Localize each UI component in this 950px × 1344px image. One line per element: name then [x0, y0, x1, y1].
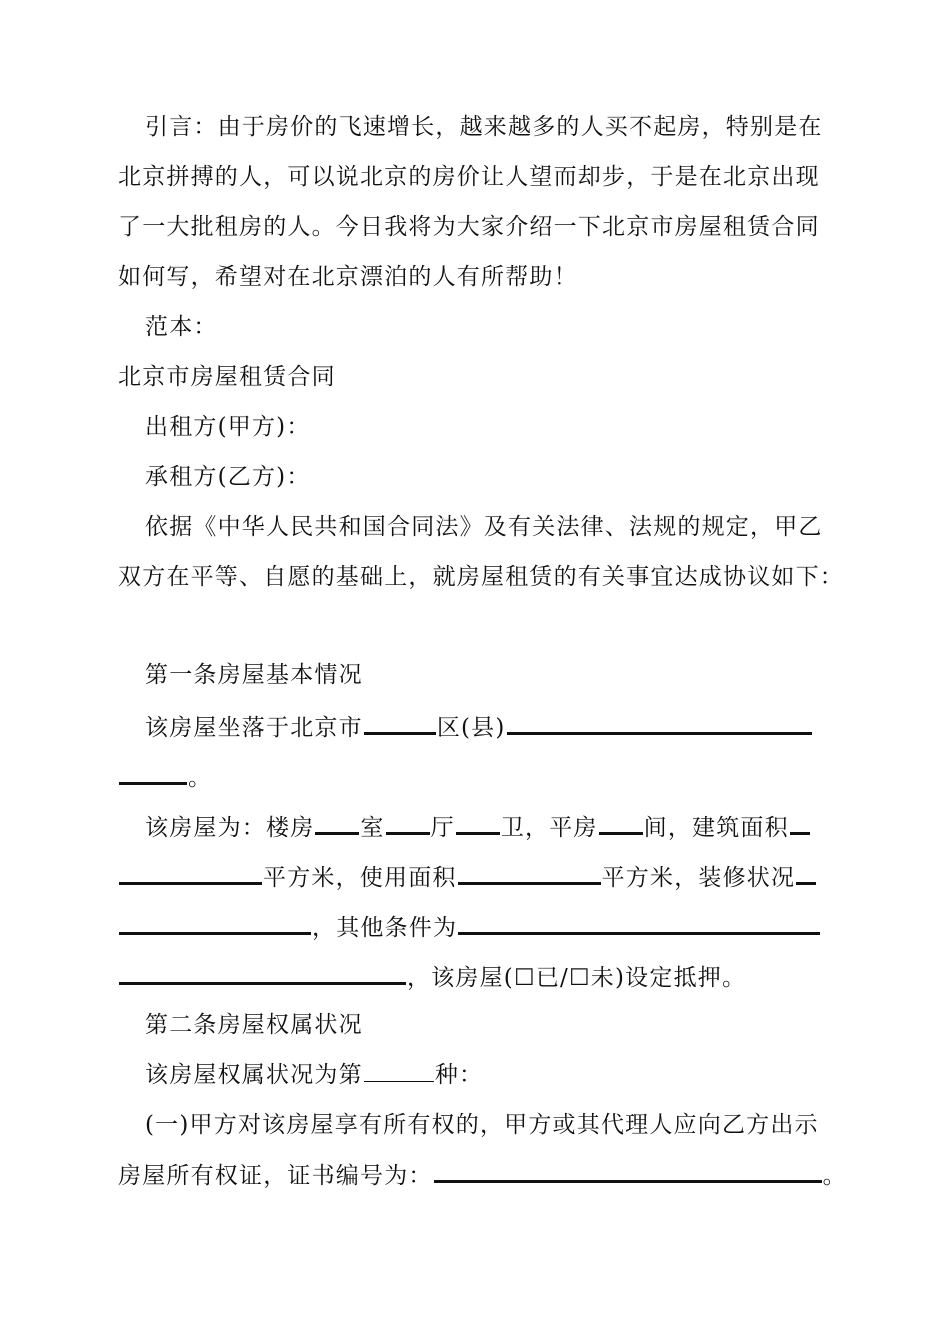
decoration-blank-cont [119, 912, 311, 935]
item-1-line-1: (一)甲方对该房屋享有所有权的，甲方或其代理人应向乙方出示 [145, 1112, 819, 1138]
other-conditions-label: ，其他条件为 [312, 915, 458, 941]
district-blank [364, 712, 436, 735]
article-2-title: 第二条房屋权属状况 [145, 1012, 363, 1038]
not-mortgaged-option: 未)设定抵押。 [590, 965, 747, 991]
lessor-label: 出租方(甲方)： [145, 414, 311, 440]
baths-blank [456, 812, 500, 835]
usable-area-blank [458, 862, 601, 885]
article-1-type-line-1 [145, 812, 845, 842]
article-1-location-line [145, 712, 845, 742]
basis-line-1: 依据《中华人民共和国合同法》及有关法律、法规的规定，甲乙 [145, 514, 823, 540]
article-2-ownership-line [145, 1060, 845, 1090]
ownership-type-suffix: 种： [434, 1062, 484, 1088]
intro-line-2: 北京拼搏的人，可以说北京的房价让人望而却步，于是在北京出现 [118, 164, 820, 190]
other-conditions-blank-cont [119, 962, 406, 985]
contract-title: 北京市房屋租赁合同 [118, 364, 336, 390]
article-1-type-line-4 [118, 962, 838, 992]
certificate-number-label: 房屋所有权证，证书编号为： [118, 1163, 433, 1189]
address-blank [507, 712, 812, 735]
intro-line-3: 了一大批租房的人。今日我将为大家介绍一下北京市房屋租赁合同 [118, 214, 820, 240]
certificate-end: 。 [822, 1163, 847, 1189]
rooms-blank [315, 812, 359, 835]
other-conditions-blank [458, 912, 820, 935]
item-1-line-2 [118, 1160, 847, 1190]
building-type-label: 该房屋为：楼房 [145, 815, 315, 841]
basis-line-2: 双方在平等、自愿的基础上，就房屋租赁的有关事宜达成协议如下： [118, 564, 844, 590]
sample-label: 范本： [145, 314, 218, 340]
ownership-type-blank [364, 1061, 434, 1082]
location-prefix: 该房屋坐落于北京市 [145, 715, 363, 741]
usable-area-label: 平方米，使用面积 [263, 865, 457, 891]
certificate-number-blank [434, 1160, 822, 1183]
intro-line-4: 如何写，希望对在北京漂泊的人有所帮助！ [118, 264, 578, 290]
article-1-type-line-2 [118, 862, 838, 892]
decoration-blank [796, 862, 816, 885]
ownership-type-label: 该房屋权属状况为第 [145, 1062, 363, 1088]
hall-label: 厅 [430, 815, 455, 841]
mortgage-label: ，该房屋( [407, 965, 514, 991]
article-1-location-line-2 [118, 762, 838, 792]
mortgaged-checkbox[interactable]: ☐ [513, 965, 536, 991]
mortgaged-option: 已/ [535, 965, 569, 991]
article-1-type-line-3 [118, 912, 838, 942]
halls-blank [386, 812, 430, 835]
article-1-title: 第一条房屋基本情况 [145, 662, 363, 688]
bungalow-rooms-blank [599, 812, 643, 835]
lessee-label: 承租方(乙方)： [145, 464, 311, 490]
district-label: 区(县) [436, 715, 506, 741]
decoration-label: 平方米，装修状况 [601, 865, 796, 891]
intro-line-1: 引言：由于房价的飞速增长，越来越多的人买不起房，特别是在 [145, 114, 823, 140]
not-mortgaged-checkbox[interactable]: ☐ [568, 965, 591, 991]
floor-area-label: 间，建筑面积 [643, 815, 789, 841]
floor-area-blank [790, 812, 810, 835]
floor-area-blank-cont [119, 862, 262, 885]
location-end: 。 [188, 765, 213, 791]
address-blank-cont [119, 762, 187, 785]
room-label: 室 [360, 815, 385, 841]
bath-label: 卫，平房 [500, 815, 598, 841]
